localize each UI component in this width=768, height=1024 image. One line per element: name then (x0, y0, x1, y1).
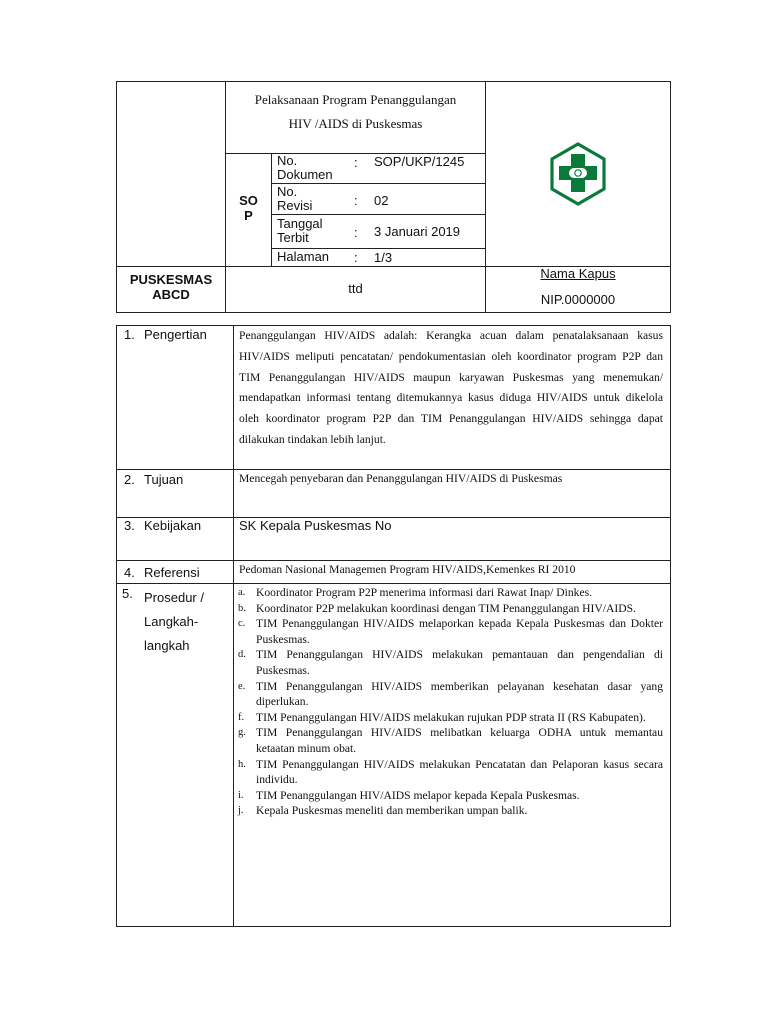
org-name-line-1: PUSKESMAS (129, 272, 213, 287)
doc-info-label (277, 185, 312, 213)
procedure-step (237, 601, 663, 617)
sop-title (226, 88, 485, 136)
procedure-text: TIM Penanggulangan HIV/AIDS melakukan pemantauan dan pengendalian di Puskesmas. (256, 648, 663, 677)
section-label: Tujuan (144, 472, 184, 487)
procedure-step (237, 647, 663, 678)
section-label: Kebijakan (144, 518, 202, 533)
doc-info-value: 3 Januari 2019 (374, 224, 461, 239)
doc-info-label (277, 154, 333, 182)
doc-info-value: SOP/UKP/1245 (374, 154, 465, 169)
section-label (144, 586, 204, 658)
sop-label (226, 193, 271, 223)
procedure-marker: h. (238, 758, 246, 770)
procedure-step (237, 725, 663, 756)
section-label: Pengertian (144, 327, 207, 342)
signature-text: ttd (348, 281, 363, 296)
procedure-step (237, 585, 663, 601)
org-name-line-2: ABCD (152, 287, 190, 302)
procedure-marker: j. (238, 805, 244, 817)
procedure-step (237, 679, 663, 710)
section-content: SK Kepala Puskesmas No (239, 518, 392, 533)
section-label-line: Langkah- (144, 614, 199, 629)
doc-info-label (277, 217, 323, 245)
doc-info-label-line: Revisi (277, 198, 313, 213)
procedure-text: TIM Penanggulangan HIV/AIDS melibatkan keluarga ODHA untuk memantau ketaatan minum obat. (256, 726, 663, 755)
procedure-text: TIM Penanggulangan HIV/AIDS memberikan pelayanan kesehatan dasar yang diperlukan. (256, 679, 663, 709)
procedure-text: Kepala Puskesmas meneliti dan memberikan umpan balik. (256, 804, 528, 818)
procedure-step (237, 757, 663, 788)
procedure-step (237, 803, 663, 819)
sop-label-line-2: P (244, 208, 253, 223)
section-label-line: Prosedur / (144, 590, 204, 605)
puskesmas-logo-svg (546, 142, 610, 206)
procedure-text: TIM Penanggulangan HIV/AIDS melakukan rujukan PDP strata II (RS Kabupaten). (256, 710, 646, 724)
section-number: 3. (124, 518, 135, 533)
procedure-step (237, 616, 663, 647)
doc-info-label-line: No. (277, 153, 298, 168)
procedure-marker: c. (238, 618, 246, 630)
section-number: 4. (124, 565, 135, 580)
procedure-text: TIM Penanggulangan HIV/AIDS melaporkan kepada Kepala Puskesmas dan Dokter Puskesmas. (256, 617, 663, 646)
doc-info-separator: : (354, 155, 358, 170)
doc-info-value: 1/3 (374, 250, 393, 265)
procedure-step (237, 788, 663, 804)
procedure-marker: i. (238, 789, 244, 801)
procedure-text: Koordinator P2P melakukan koordinasi dengan TIM Penanggulangan HIV/AIDS. (256, 601, 636, 615)
procedure-text: TIM Penanggulangan HIV/AIDS melapor kepada Kepala Puskesmas. (256, 788, 580, 802)
section-content: Penanggulangan HIV/AIDS adalah: Kerangka acuan dalam penatalaksanaan kasus HIV/AIDS meliputi pencatatan/ pendokumentasian oleh koordinator program P2P dan TIM Penanggulangan HIV/AIDS maupun karyawan Puskesmas yang menemukan/ mendapatkan informasi tentang ditemukannya kasus diduga HIV/AIDS untuk dikelola oleh koordinator program P2P dan TIM Penanggulangan HIV/AIDS sehingga dapat dilakukan tindakan lebih lanjut. (239, 329, 663, 446)
procedure-marker: d. (238, 649, 246, 661)
section-number: 5. (122, 586, 133, 601)
procedure-list (237, 585, 663, 819)
section-content: Mencegah penyebaran dan Penanggulangan HIV/AIDS di Puskesmas (239, 472, 563, 485)
procedure-marker: e. (238, 680, 246, 692)
doc-info-value: 02 (374, 193, 389, 208)
org-name (117, 272, 225, 302)
sop-title-line-1: Pelaksanaan Program Penanggulangan (254, 92, 457, 107)
procedure-marker: a. (238, 587, 246, 598)
puskesmas-logo-icon (546, 142, 610, 206)
doc-info-label-line: Terbit (277, 230, 309, 245)
section-number: 2. (124, 472, 135, 487)
doc-info-label-line: Tanggal (277, 216, 323, 231)
doc-info-separator: : (354, 225, 358, 240)
doc-info-label-line: Dokumen (277, 167, 333, 182)
procedure-text: TIM Penanggulangan HIV/AIDS melakukan Pencatatan dan Pelaporan kasus secara individu. (256, 757, 663, 787)
doc-info-separator: : (354, 193, 358, 208)
doc-info-label-line: No. (277, 184, 298, 199)
procedure-marker: g. (238, 727, 246, 739)
doc-info-separator: : (354, 250, 358, 265)
sop-label-line-1: SO (239, 193, 258, 208)
procedure-step (237, 710, 663, 726)
section-label: Referensi (144, 565, 200, 580)
head-nip: NIP.0000000 (540, 292, 616, 307)
section-content: Pedoman Nasional Managemen Program HIV/AIDS,Kemenkes RI 2010 (239, 563, 576, 576)
head-name: Nama Kapus (540, 266, 616, 281)
sop-title-line-2: HIV /AIDS di Puskesmas (288, 116, 423, 131)
procedure-text: Koordinator Program P2P menerima informasi dari Rawat Inap/ Dinkes. (256, 586, 593, 599)
doc-info-label: Halaman (277, 249, 330, 264)
section-number: 1. (124, 327, 135, 342)
procedure-marker: f. (238, 711, 245, 723)
procedure-marker: b. (238, 602, 246, 614)
section-label-line: langkah (144, 638, 190, 653)
